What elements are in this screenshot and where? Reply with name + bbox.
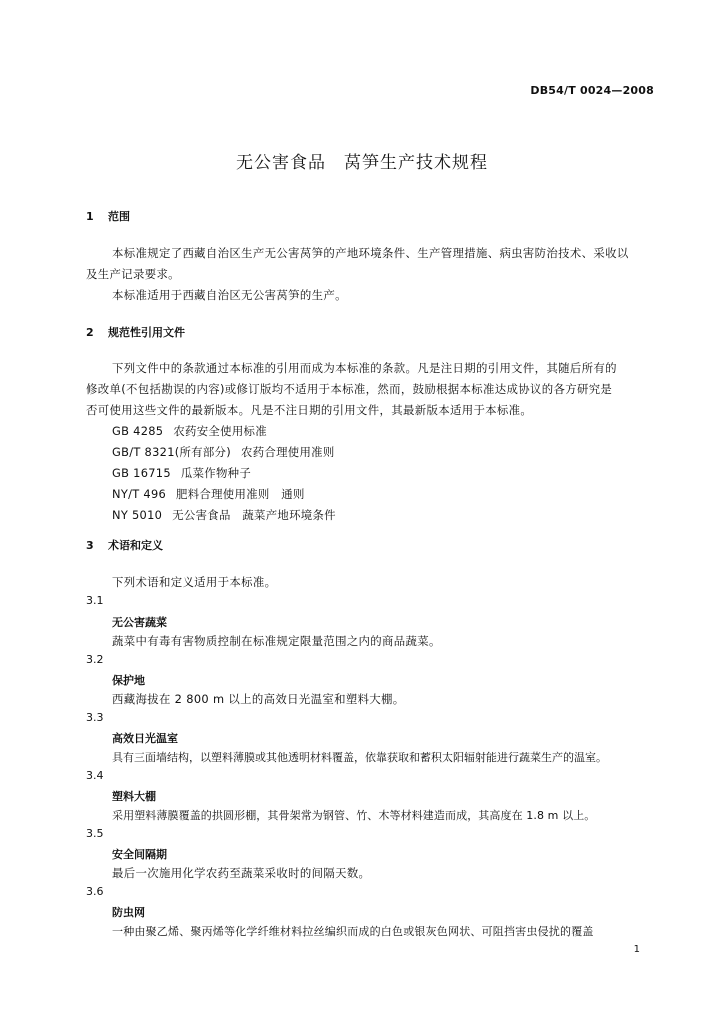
paragraph-line: 本标准规定了西藏自治区生产无公害莴笋的产地环境条件、生产管理措施、病虫害防治技术、采收以 xyxy=(112,246,629,260)
reference-item xyxy=(112,465,251,481)
reference-item xyxy=(112,423,267,439)
reference-item xyxy=(112,444,335,460)
term-number: 3.4 xyxy=(86,769,104,782)
reference-name: 农药合理使用准则 xyxy=(241,445,335,459)
reference-code: NY 5010 xyxy=(112,508,163,522)
document-code: DB54/T 0024—2008 xyxy=(530,84,654,97)
section-title: 范围 xyxy=(108,210,130,223)
term-title: 无公害蔬菜 xyxy=(112,616,167,629)
reference-code: NY/T 496 xyxy=(112,487,167,501)
document-title: 无公害食品 莴笋生产技术规程 xyxy=(236,153,488,173)
term-definition: 采用塑料薄膜覆盖的拱圆形棚，其骨架常为钢管、竹、木等材料建造而成，其高度在 1.8 m 以上。 xyxy=(112,809,596,822)
page-number: 1 xyxy=(633,944,640,955)
paragraph-line: 下列文件中的条款通过本标准的引用而成为本标准的条款。凡是注日期的引用文件，其随后所有的 xyxy=(112,361,617,375)
section-title: 术语和定义 xyxy=(108,539,163,552)
paragraph-line: 修改单(不包括勘误的内容)或修订版均不适用于本标准，然而，鼓励根据本标准达成协议的各方研究是 xyxy=(86,382,613,396)
term-title: 塑料大棚 xyxy=(112,790,156,803)
term-title: 高效日光温室 xyxy=(112,732,178,745)
section-2-heading xyxy=(86,324,185,340)
section-number: 1 xyxy=(86,210,94,223)
paragraph-line: 下列术语和定义适用于本标准。 xyxy=(112,575,277,589)
term-definition: 具有三面墙结构，以塑料薄膜或其他透明材料覆盖，依靠获取和蓄积太阳辐射能进行蔬菜生产的温室。 xyxy=(112,751,607,764)
section-title: 规范性引用文件 xyxy=(108,326,185,339)
reference-code: GB/T 8321(所有部分) xyxy=(112,445,231,459)
section-number: 3 xyxy=(86,539,94,552)
term-title: 安全间隔期 xyxy=(112,848,167,861)
term-definition: 蔬菜中有毒有害物质控制在标准规定限量范围之内的商品蔬菜。 xyxy=(112,634,441,648)
paragraph-line: 及生产记录要求。 xyxy=(86,267,180,281)
section-3-heading xyxy=(86,537,163,553)
reference-code: GB 4285 xyxy=(112,424,164,438)
term-title: 防虫网 xyxy=(112,906,145,919)
term-title: 保护地 xyxy=(112,674,145,687)
reference-item xyxy=(112,486,305,502)
paragraph-line: 本标准适用于西藏自治区无公害莴笋的生产。 xyxy=(112,288,347,302)
term-number: 3.3 xyxy=(86,711,104,724)
term-definition: 一种由聚乙烯、聚丙烯等化学纤维材料拉丝编织而成的白色或银灰色网状、可阻挡害虫侵扰的覆盖 xyxy=(112,925,594,938)
term-number: 3.1 xyxy=(86,594,104,607)
term-definition: 最后一次施用化学农药至蔬菜采收时的间隔天数。 xyxy=(112,866,371,880)
reference-code: GB 16715 xyxy=(112,466,171,480)
reference-name: 农药安全使用标准 xyxy=(173,424,267,438)
term-number: 3.2 xyxy=(86,653,104,666)
reference-item xyxy=(112,507,336,523)
reference-name: 瓜菜作物种子 xyxy=(180,466,252,480)
reference-name: 无公害食品 蔬菜产地环境条件 xyxy=(172,508,336,522)
section-number: 2 xyxy=(86,326,94,339)
section-1-heading xyxy=(86,208,130,224)
reference-name: 肥料合理使用准则 通则 xyxy=(176,487,305,501)
term-number: 3.5 xyxy=(86,827,104,840)
term-number: 3.6 xyxy=(86,885,104,898)
term-definition: 西藏海拔在 2 800 m 以上的高效日光温室和塑料大棚。 xyxy=(112,692,405,706)
paragraph-line: 否可使用这些文件的最新版本。凡是不注日期的引用文件，其最新版本适用于本标准。 xyxy=(86,403,533,417)
